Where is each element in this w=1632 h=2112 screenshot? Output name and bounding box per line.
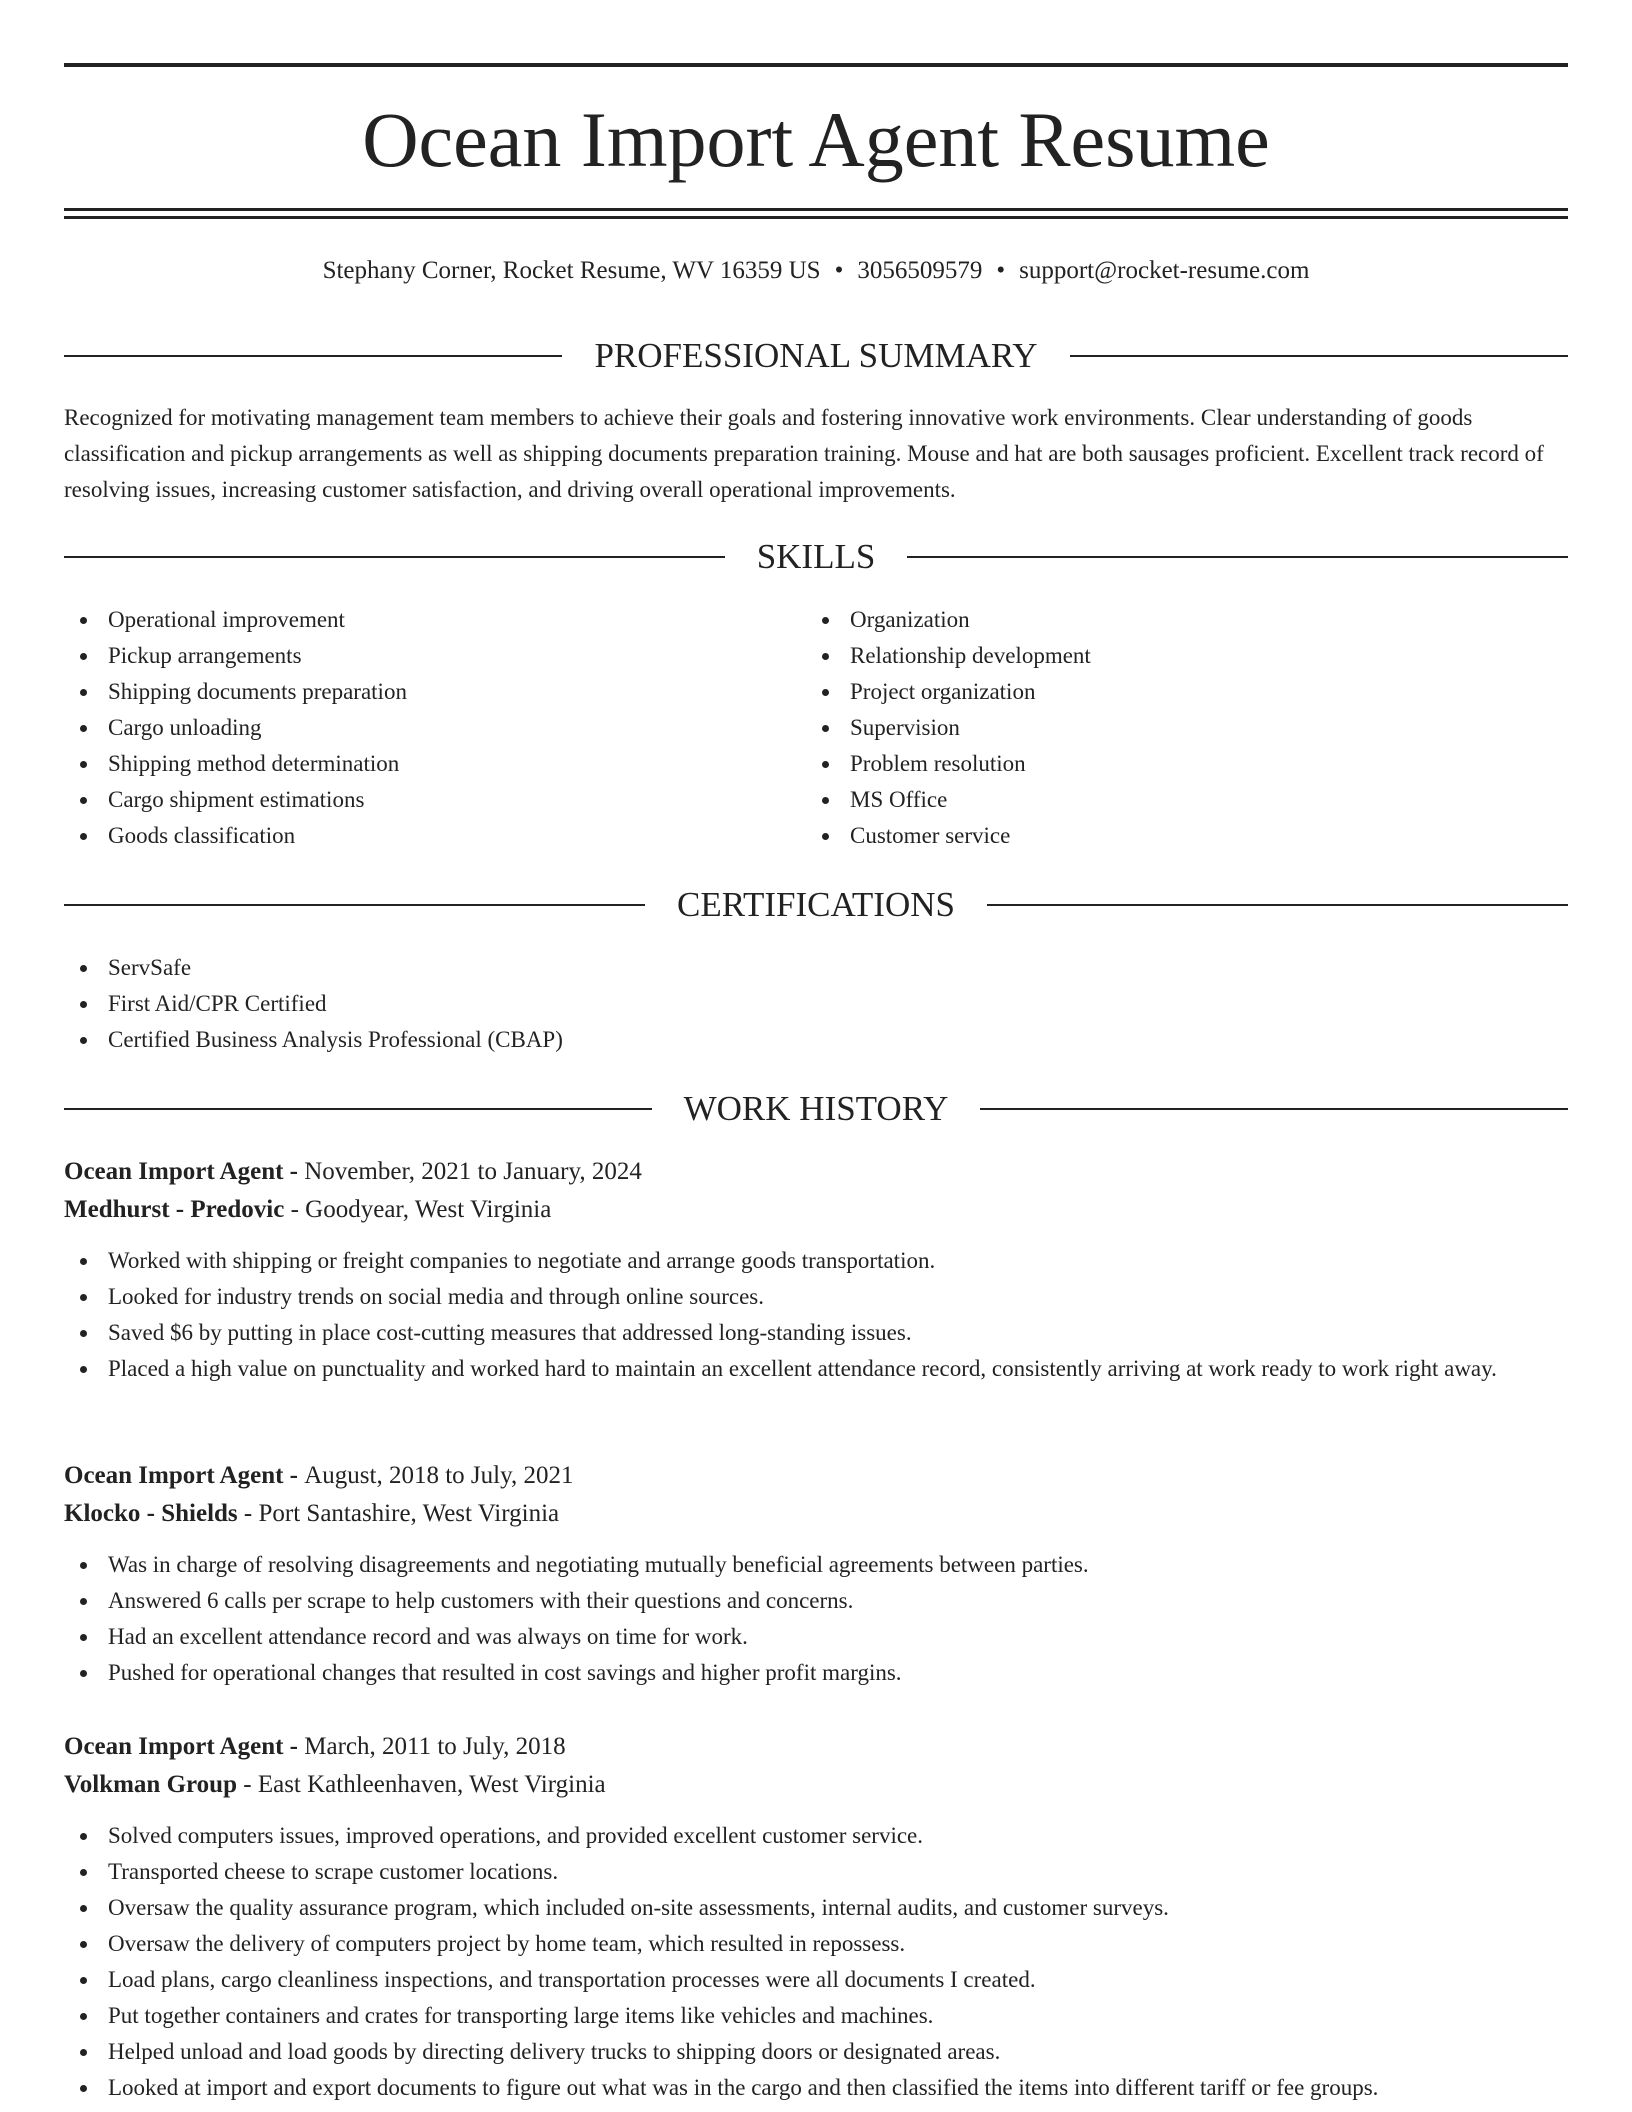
- bullet-icon: [80, 1905, 87, 1912]
- bullet-icon: [80, 1833, 87, 1840]
- bullet-icon: [80, 689, 87, 696]
- bullet-icon: [822, 725, 829, 732]
- bullet-icon: [822, 617, 829, 624]
- job-bullet: Helped unload and load goods by directing delivery trucks to shipping doors or designated areas.: [64, 2034, 1568, 2070]
- section-rule: [907, 556, 1568, 558]
- bullet-icon: [822, 797, 829, 804]
- top-rule: [64, 63, 1568, 67]
- bullet-icon: [80, 833, 87, 840]
- bullet-icon: [80, 1941, 87, 1948]
- skills-list-left: [64, 602, 804, 854]
- job-entry: [64, 1728, 1568, 2106]
- bullet-icon: [80, 725, 87, 732]
- title-rule-upper: [64, 208, 1568, 211]
- job-bullet: Worked with shipping or freight companies to negotiate and arrange goods transportation.: [64, 1243, 1568, 1279]
- job-company: Volkman Group: [64, 1771, 237, 1798]
- section-rule: [987, 904, 1568, 906]
- job-bullet: Oversaw the delivery of computers project by home team, which resulted in repossess.: [64, 1926, 1568, 1962]
- contact-separator: •: [996, 257, 1006, 284]
- job-title-line: Ocean Import Agent - March, 2011 to July, 2018: [64, 1733, 566, 1760]
- skill-item: Shipping documents preparation: [64, 674, 804, 710]
- bullet-icon: [80, 761, 87, 768]
- skill-item: Problem resolution: [806, 746, 1546, 782]
- job-company-line: Klocko - Shields - Port Santashire, West Virginia: [64, 1500, 560, 1527]
- job-bullet: Was in charge of resolving disagreements and negotiating mutually beneficial agreements between parties.: [64, 1547, 1568, 1583]
- bullet-icon: [80, 1869, 87, 1876]
- section-header-work-history: [64, 1087, 1568, 1131]
- job-bullet: Oversaw the quality assurance program, which included on-site assessments, internal audits, and customer surveys.: [64, 1890, 1568, 1926]
- bullet-icon: [822, 761, 829, 768]
- job-company-line: Medhurst - Predovic - Goodyear, West Virginia: [64, 1196, 552, 1223]
- bullet-icon: [80, 1037, 87, 1044]
- bullet-icon: [80, 1977, 87, 1984]
- certification-item: First Aid/CPR Certified: [64, 986, 1568, 1022]
- section-rule: [64, 556, 725, 558]
- job-bullet: Pushed for operational changes that resulted in cost savings and higher profit margins.: [64, 1655, 1568, 1691]
- skill-item: Customer service: [806, 818, 1546, 854]
- job-bullets: [64, 1243, 1568, 1387]
- job-location: East Kathleenhaven, West Virginia: [257, 1771, 606, 1798]
- job-bullet: Had an excellent attendance record and was always on time for work.: [64, 1619, 1568, 1655]
- bullet-icon: [822, 653, 829, 660]
- contact-separator: •: [834, 257, 844, 284]
- contact-line: [64, 254, 1568, 288]
- bullet-icon: [80, 1294, 87, 1301]
- job-title: Ocean Import Agent: [64, 1733, 284, 1760]
- skills-list-right: [806, 602, 1546, 854]
- job-bullet: Saved $6 by putting in place cost-cutting measures that addressed long-standing issues.: [64, 1315, 1568, 1351]
- skill-item: Supervision: [806, 710, 1546, 746]
- job-location: Goodyear, West Virginia: [305, 1196, 552, 1223]
- bullet-icon: [80, 1366, 87, 1373]
- skill-item: Pickup arrangements: [64, 638, 804, 674]
- job-entry: [64, 1457, 1568, 1691]
- summary-text: Recognized for motivating management team members to achieve their goals and fostering innovative work environments. Clear understanding of goods classification and pickup arrangements as well as shipping documents preparation training. Mouse and hat are both sausages proficient. Excellent track record of resolving issues, increasing customer satisfaction, and driving overall operational improvements.: [64, 405, 1544, 502]
- job-dates: August, 2018 to July, 2021: [304, 1462, 574, 1489]
- section-header-summary: [64, 334, 1568, 378]
- bullet-icon: [80, 1258, 87, 1265]
- skill-item: MS Office: [806, 782, 1546, 818]
- skill-item: Cargo shipment estimations: [64, 782, 804, 818]
- job-bullet: Answered 6 calls per scrape to help customers with their questions and concerns.: [64, 1583, 1568, 1619]
- bullet-icon: [80, 653, 87, 660]
- job-location: Port Santashire, West Virginia: [258, 1500, 560, 1527]
- job-dates: March, 2011 to July, 2018: [304, 1733, 566, 1760]
- contact-email: support@rocket-resume.com: [1019, 257, 1310, 284]
- section-rule: [1070, 355, 1568, 357]
- job-bullet: Load plans, cargo cleanliness inspections, and transportation processes were all documents I created.: [64, 1962, 1568, 1998]
- job-bullet: Put together containers and crates for transporting large items like vehicles and machines.: [64, 1998, 1568, 2034]
- job-bullet: Looked at import and export documents to figure out what was in the cargo and then classified the items into different tariff or fee groups.: [64, 2070, 1568, 2106]
- job-bullet: Looked for industry trends on social media and through online sources.: [64, 1279, 1568, 1315]
- bullet-icon: [80, 1598, 87, 1605]
- bullet-icon: [80, 2013, 87, 2020]
- section-header-certifications: [64, 883, 1568, 927]
- skill-item: Operational improvement: [64, 602, 804, 638]
- section-rule: [64, 1108, 652, 1110]
- job-bullets: [64, 1818, 1568, 2106]
- certification-item: ServSafe: [64, 950, 1568, 986]
- bullet-icon: [80, 1001, 87, 1008]
- certifications-list: [64, 950, 1568, 1058]
- skill-item: Organization: [806, 602, 1546, 638]
- bullet-icon: [80, 1634, 87, 1641]
- bullet-icon: [80, 1330, 87, 1337]
- bullet-icon: [80, 965, 87, 972]
- section-rule: [64, 904, 645, 906]
- section-rule: [64, 355, 562, 357]
- job-title: Ocean Import Agent: [64, 1158, 284, 1185]
- job-company-line: Volkman Group - East Kathleenhaven, West Virginia: [64, 1771, 606, 1798]
- section-rule: [980, 1108, 1568, 1110]
- bullet-icon: [80, 1562, 87, 1569]
- job-bullets: [64, 1547, 1568, 1691]
- section-title: WORK HISTORY: [683, 1089, 949, 1128]
- job-bullet: Solved computers issues, improved operations, and provided excellent customer service.: [64, 1818, 1568, 1854]
- certification-item: Certified Business Analysis Professional (CBAP): [64, 1022, 1568, 1058]
- job-title-line: Ocean Import Agent - August, 2018 to July, 2021: [64, 1462, 574, 1489]
- job-entry: [64, 1153, 1568, 1387]
- section-title: CERTIFICATIONS: [677, 885, 955, 924]
- contact-phone: 3056509579: [857, 257, 983, 284]
- skill-item: Shipping method determination: [64, 746, 804, 782]
- job-title: Ocean Import Agent: [64, 1462, 284, 1489]
- bullet-icon: [822, 689, 829, 696]
- job-title-line: Ocean Import Agent - November, 2021 to January, 2024: [64, 1158, 642, 1185]
- bullet-icon: [80, 617, 87, 624]
- bullet-icon: [80, 797, 87, 804]
- bullet-icon: [80, 1670, 87, 1677]
- contact-address: Stephany Corner, Rocket Resume, WV 16359 US: [322, 257, 821, 284]
- skill-item: Project organization: [806, 674, 1546, 710]
- section-title: PROFESSIONAL SUMMARY: [594, 336, 1038, 375]
- skill-item: Relationship development: [806, 638, 1546, 674]
- job-company: Medhurst - Predovic: [64, 1196, 285, 1223]
- resume-title: Ocean Import Agent Resume: [362, 96, 1270, 183]
- section-header-skills: [64, 535, 1568, 579]
- skill-item: Cargo unloading: [64, 710, 804, 746]
- title-rule-lower: [64, 216, 1568, 219]
- job-bullet: Transported cheese to scrape customer locations.: [64, 1854, 1568, 1890]
- job-company: Klocko - Shields: [64, 1500, 238, 1527]
- skill-item: Goods classification: [64, 818, 804, 854]
- bullet-icon: [822, 833, 829, 840]
- bullet-icon: [80, 2049, 87, 2056]
- bullet-icon: [80, 2085, 87, 2092]
- job-dates: November, 2021 to January, 2024: [304, 1158, 642, 1185]
- section-title: SKILLS: [756, 537, 876, 576]
- job-bullet: Placed a high value on punctuality and worked hard to maintain an excellent attendance record, consistently arriving at work ready to work right away.: [64, 1351, 1568, 1387]
